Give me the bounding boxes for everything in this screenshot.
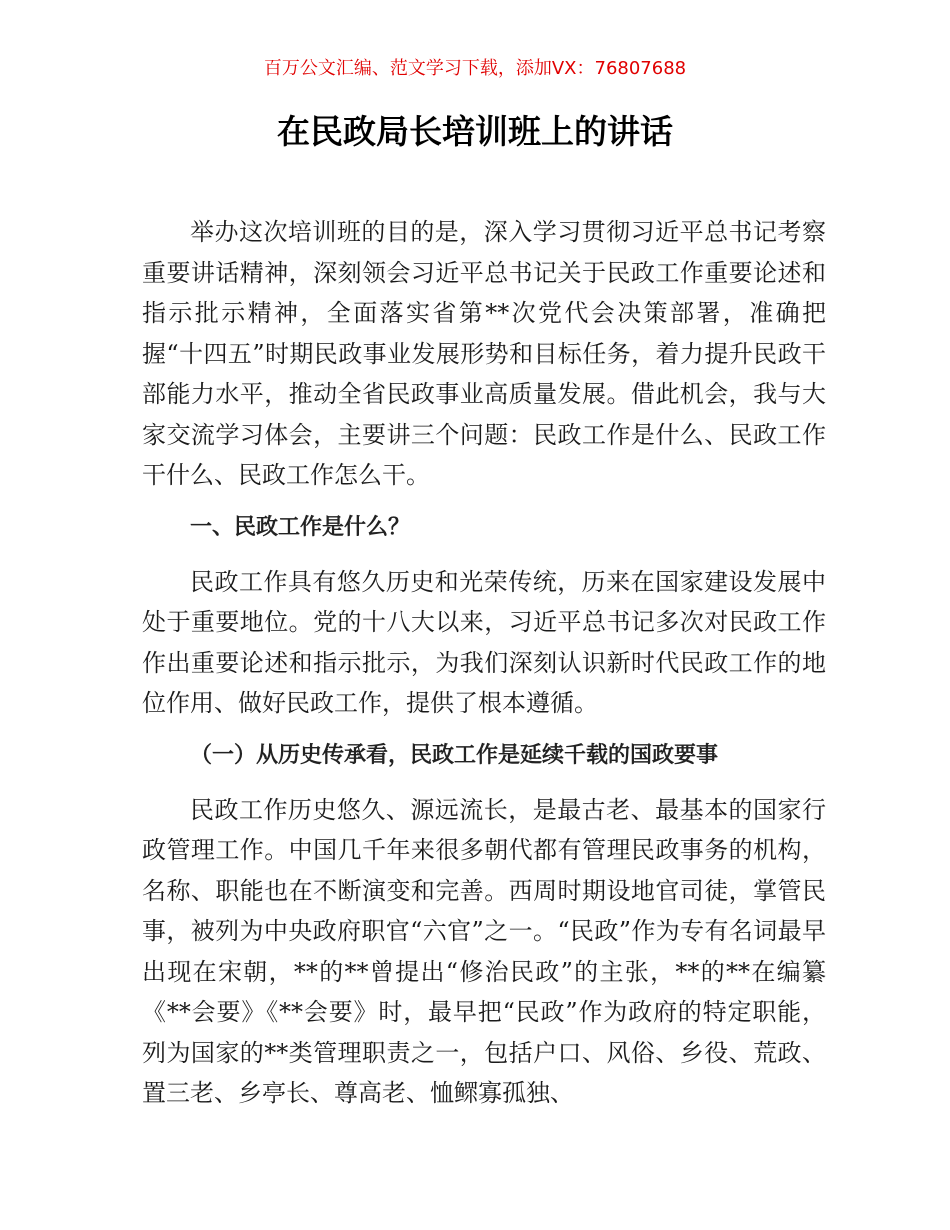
document-title: 在民政局长培训班上的讲话: [277, 112, 673, 151]
watermark-banner: 百万公文汇编、范文学习下载，添加VX：76807688: [263, 58, 687, 79]
paragraph-section-1: 民政工作具有悠久历史和光荣传统，历来在国家建设发展中处于重要地位。党的十八大以来，习近平总书记多次对民政工作作出重要论述和指示批示，为我们深刻认识新时代民政工作的地位作用、做好民政工作，提供了根本遵循。: [142, 567, 826, 717]
subsection-heading-1: （一）从历史传承看，民政工作是延续千载的国政要事: [190, 742, 719, 768]
document-body: [142, 212, 826, 1126]
paragraph-history: 民政工作历史悠久、源远流长，是最古老、最基本的国家行政管理工作。中国几千年来很多朝代都有管理民政事务的机构，名称、职能也在不断演变和完善。西周时期设地官司徒，掌管民事，被列为中央政府职官“六官”之一。“民政”作为专有名词最早出现在宋朝，**的**曾提出“修治民政”的主张，**的**在编纂《**会要》《**会要》时，最早把“民政”作为政府的特定职能，列为国家的**类管理职责之一，包括户口、风俗、乡役、荒政、置三老、乡亭长、尊高老、恤鳏寡孤独、: [142, 795, 826, 1107]
section-heading-1: 一、民政工作是什么？: [190, 514, 411, 540]
paragraph-intro: 举办这次培训班的目的是，深入学习贯彻习近平总书记考察重要讲话精神，深刻领会习近平总书记关于民政工作重要论述和指示批示精神，全面落实省第**次党代会决策部署，准确把握“十四五”时期民政事业发展形势和目标任务，着力提升民政干部能力水平，推动全省民政事业高质量发展。借此机会，我与大家交流学习体会，主要讲三个问题：民政工作是什么、民政工作干什么、民政工作怎么干。: [142, 218, 826, 489]
